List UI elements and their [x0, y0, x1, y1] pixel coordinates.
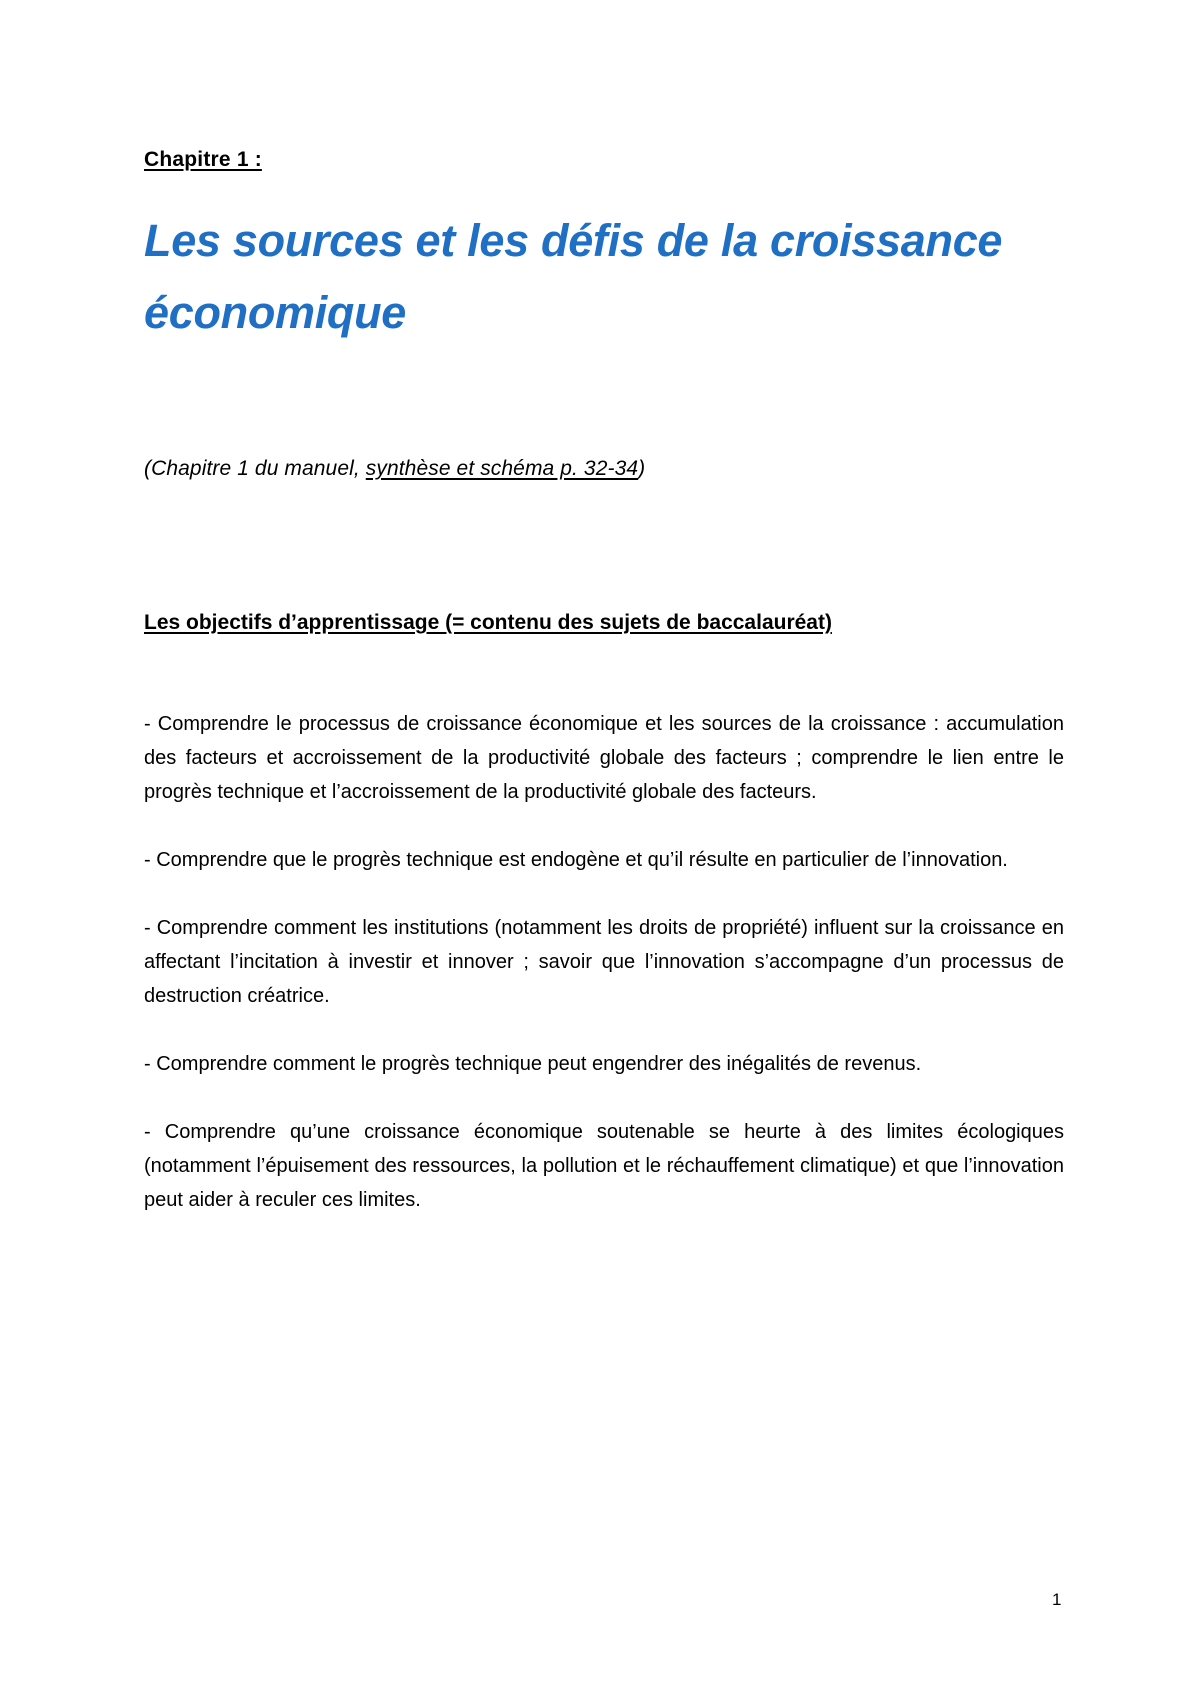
manual-reference-prefix: (Chapitre 1 du manuel, [144, 457, 366, 480]
manual-reference [144, 457, 645, 481]
manual-reference-pages: synthèse et schéma p. 32-34 [365, 457, 639, 480]
chapter-label: Chapitre 1 : [144, 148, 262, 171]
objective-item: - Comprendre comment les institutions (notamment les droits de propriété) influent sur la croissance en affectant l’incitation à investir et innover ; savoir que l’innovation s’accompagne d’un processus de destruction créatrice. [144, 917, 1064, 1007]
objectives-list [144, 707, 1064, 1251]
objective-item: - Comprendre qu’une croissance économique soutenable se heurte à des limites écologiques (notamment l’épuisement des ressources, la pollution et le réchauffement climatique) et que l’innovation peut aider à reculer ces limites. [144, 1121, 1064, 1211]
manual-reference-suffix: ) [638, 457, 646, 480]
chapter-title: Les sources et les défis de la croissance économique [144, 215, 1003, 338]
page-number: 1 [1052, 1590, 1062, 1609]
objective-item: - Comprendre le processus de croissance économique et les sources de la croissance : accumulation des facteurs et accroissement de la productivité globale des facteurs ; comprendre le lien entre le progrès technique et l’accroissement de la productivité globale des facteurs. [144, 713, 1064, 803]
objective-item: - Comprendre comment le progrès technique peut engendrer des inégalités de revenus. [144, 1053, 922, 1075]
objectives-heading: Les objectifs d’apprentissage (= contenu des sujets de baccalauréat) [144, 611, 832, 634]
objective-item: - Comprendre que le progrès technique est endogène et qu’il résulte en particulier de l’innovation. [144, 849, 1008, 871]
